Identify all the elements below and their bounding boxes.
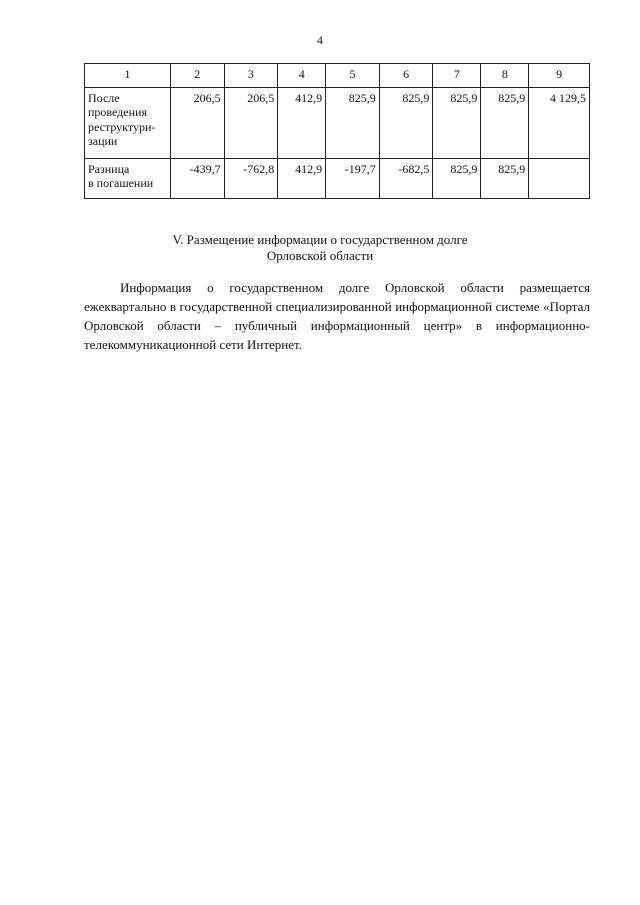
page-number: 4 (317, 33, 323, 47)
section-title-line: Орловской области (266, 248, 374, 263)
body-paragraph: Информация о государственном долге Орловской области размещается ежеквартально в государственной специализированной информационной системе «Портал Орловской области – публичный информационный центр» в информационно-телекоммуникационной сети Интернет. (84, 280, 590, 352)
table-header-row (85, 64, 590, 88)
row-label-line: зации (88, 134, 118, 149)
row-label-line: Разница (88, 162, 130, 176)
row-label (85, 88, 171, 159)
table-cell: 412,9 (278, 88, 326, 159)
header-cell: 5 (326, 64, 380, 88)
section-title (0, 232, 640, 264)
table-cell: 825,9 (433, 159, 481, 199)
row-label-line: реструктури- (88, 119, 156, 134)
debt-table (84, 63, 590, 199)
section-title-line: V. Размещение информации о государственном долге (172, 232, 468, 247)
table-cell: 206,5 (171, 88, 225, 159)
table-cell: -682,5 (379, 159, 433, 199)
table-row (85, 88, 590, 159)
header-cell: 6 (379, 64, 433, 88)
row-label-line: в погашении (88, 176, 154, 191)
table-cell: -439,7 (171, 159, 225, 199)
table-cell: 825,9 (326, 88, 380, 159)
table-cell: 4 129,5 (529, 88, 590, 159)
table-cell: 825,9 (481, 88, 529, 159)
row-label (85, 159, 171, 199)
row-label-line: проведения (88, 105, 147, 120)
header-cell: 1 (85, 64, 171, 88)
table-cell (529, 159, 590, 199)
header-cell: 4 (278, 64, 326, 88)
table-row (85, 159, 590, 199)
header-cell: 8 (481, 64, 529, 88)
row-label-line: После (88, 91, 120, 105)
table-cell: 206,5 (224, 88, 278, 159)
table-cell: -197,7 (326, 159, 380, 199)
header-cell: 7 (433, 64, 481, 88)
table-cell: 825,9 (481, 159, 529, 199)
header-cell: 3 (224, 64, 278, 88)
header-cell: 2 (171, 64, 225, 88)
table-cell: 825,9 (433, 88, 481, 159)
header-cell: 9 (529, 64, 590, 88)
table-cell: 412,9 (278, 159, 326, 199)
table-cell: 825,9 (379, 88, 433, 159)
table-cell: -762,8 (224, 159, 278, 199)
